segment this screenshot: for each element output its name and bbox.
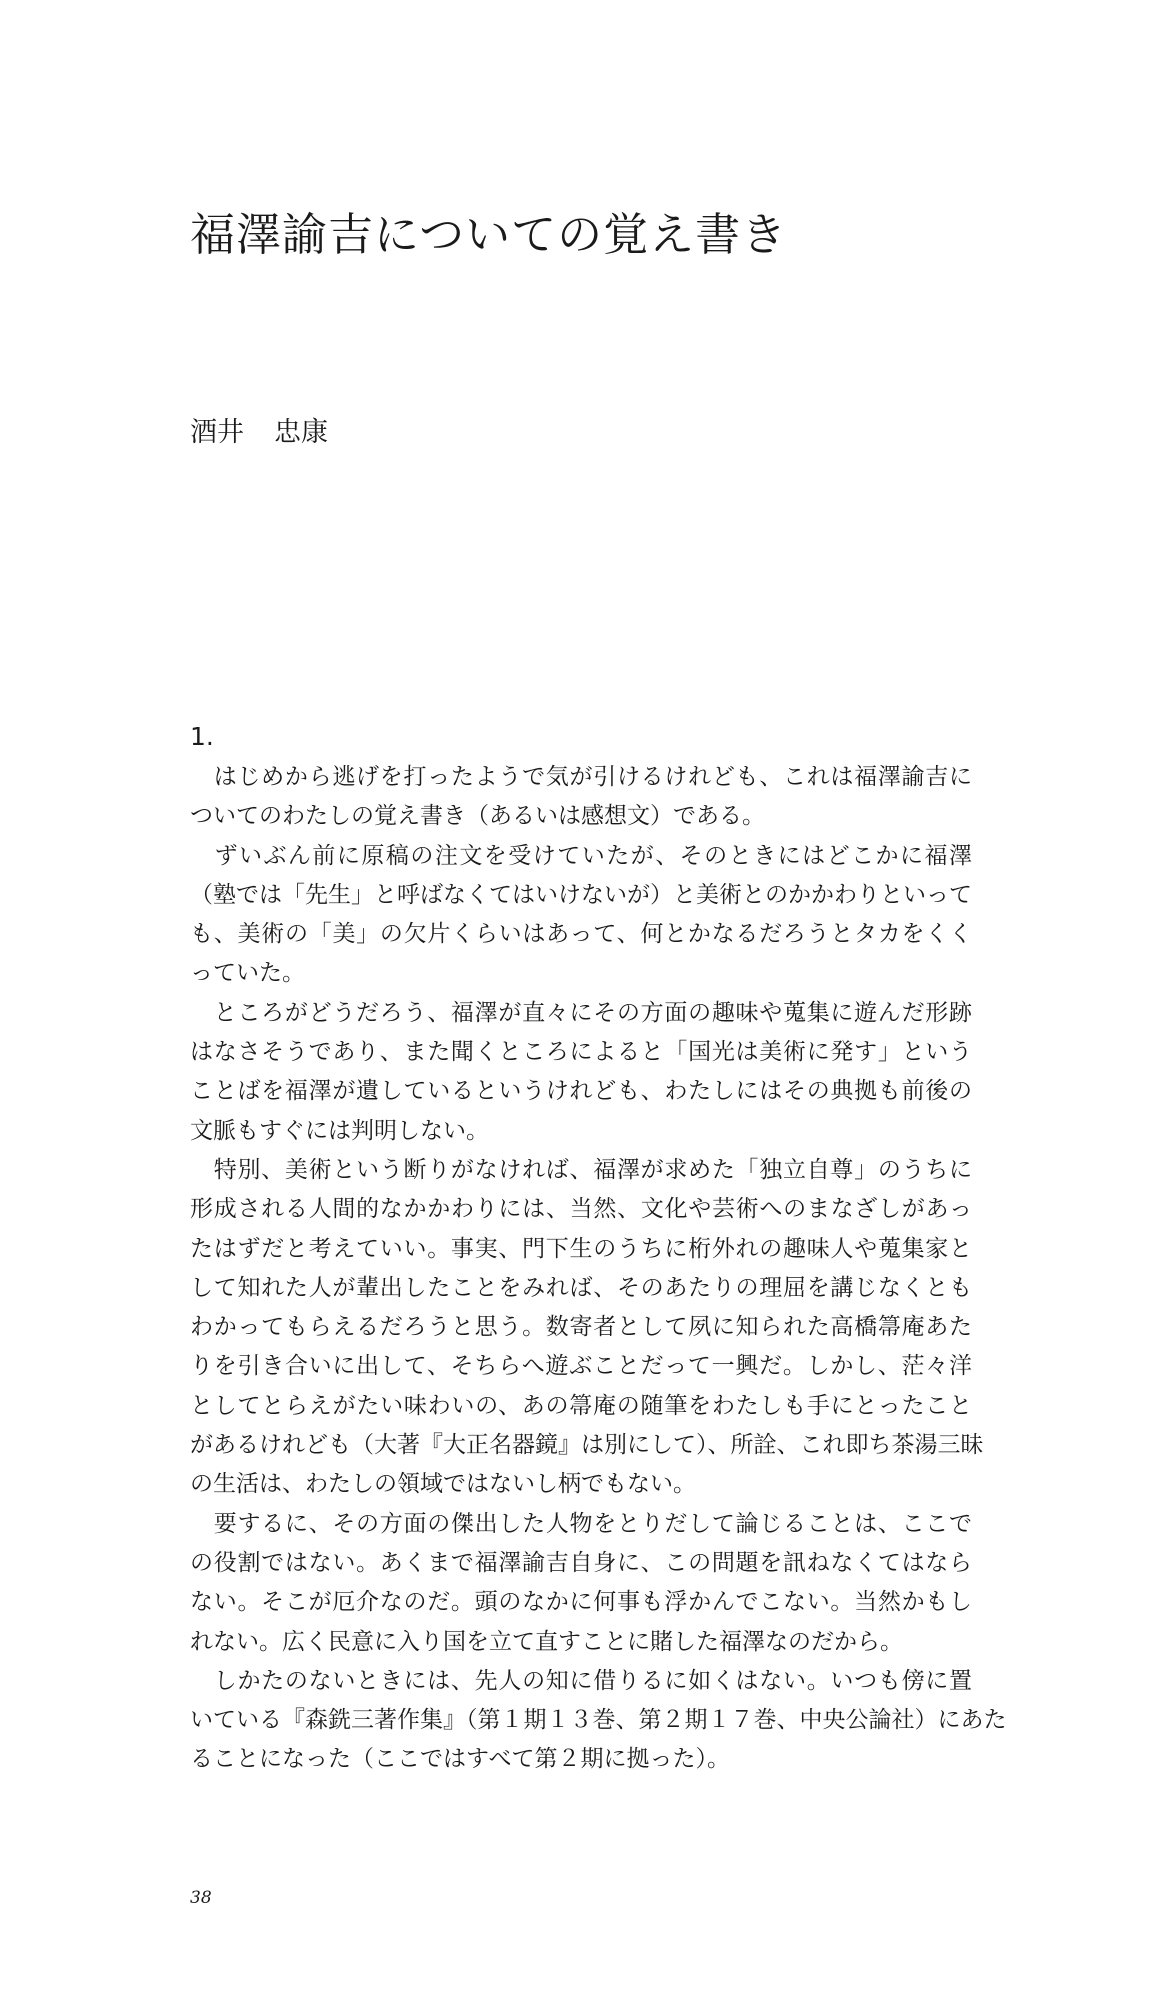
text-line: があるけれども（大著『大正名器鏡』は別にして）、所詮、これ即ち茶湯三昧 xyxy=(190,1432,984,1459)
text-line: はなさそうであり、また聞くところによると「国光は美術に発す」という xyxy=(190,1039,972,1066)
body-text xyxy=(190,758,1007,1780)
text-line: して知れた人が輩出したことをみれば、そのあたりの理屈を講じなくとも xyxy=(190,1274,972,1301)
section-number: 1. xyxy=(190,722,214,751)
page-number: 38 xyxy=(190,1888,212,1908)
author-surname: 酒井 xyxy=(190,417,244,448)
text-line: ることになった（ここではすべて第２期に拠った）。 xyxy=(190,1746,731,1773)
text-line: ついてのわたしの覚え書き（あるいは感想文）である。 xyxy=(190,803,765,830)
text-line: いている『森銑三著作集』（第１期１３巻、第２期１７巻、中央公論社）にあた xyxy=(190,1707,1007,1734)
text-line: たはずだと考えていい。事実、門下生のうちに桁外れの趣味人や蒐集家と xyxy=(190,1235,972,1262)
text-line: はじめから逃げを打ったようで気が引けるけれども、これは福澤諭吉に xyxy=(190,764,972,790)
text-line: ずいぶん前に原稿の注文を受けていたが、そのときにはどこかに福澤 xyxy=(190,842,972,869)
text-line: としてとらえがたい味わいの、あの箒庵の随筆をわたしも手にとったこと xyxy=(190,1392,972,1419)
text-line: （塾では「先生」と呼ばなくてはいけないが）と美術とのかかわりといって xyxy=(190,881,972,908)
text-line: ことばを福澤が遺しているというけれども、わたしにはその典拠も前後の xyxy=(190,1078,972,1105)
text-line: の役割ではない。あくまで福澤諭吉自身に、この問題を訊ねなくてはなら xyxy=(190,1549,972,1576)
article-title: 福澤諭吉についての覚え書き xyxy=(190,208,788,261)
text-line: 文脈もすぐには判明しない。 xyxy=(190,1117,489,1144)
text-line: れない。広く民意に入り国を立て直すことに賭した福澤なのだから。 xyxy=(190,1628,903,1655)
text-line: 特別、美術という断りがなければ、福澤が求めた「独立自尊」のうちに xyxy=(190,1156,972,1183)
author-given-name: 忠康 xyxy=(274,417,328,448)
text-line: も、美術の「美」の欠片くらいはあって、何とかなるだろうとタカをくく xyxy=(190,921,972,948)
text-line: 形成される人間的なかかわりには、当然、文化や芸術へのまなざしがあっ xyxy=(190,1196,972,1223)
text-line: ない。そこが厄介なのだ。頭のなかに何事も浮かんでこない。当然かもし xyxy=(190,1589,972,1616)
text-line: 要するに、その方面の傑出した人物をとりだして論じることは、ここで xyxy=(190,1510,972,1537)
text-line: の生活は、わたしの領域ではないし柄でもない。 xyxy=(190,1471,696,1498)
text-line: りを引き合いに出して、そちらへ遊ぶことだって一興だ。しかし、茫々洋 xyxy=(190,1353,972,1380)
text-line: わかってもらえるだろうと思う。数寄者として夙に知られた高橋箒庵あた xyxy=(190,1314,972,1341)
text-line: しかたのないときには、先人の知に借りるに如くはない。いつも傍に置 xyxy=(190,1667,972,1694)
author-name xyxy=(190,410,328,449)
text-line: ところがどうだろう、福澤が直々にその方面の趣味や蒐集に遊んだ形跡 xyxy=(190,999,972,1026)
text-line: っていた。 xyxy=(190,960,305,987)
